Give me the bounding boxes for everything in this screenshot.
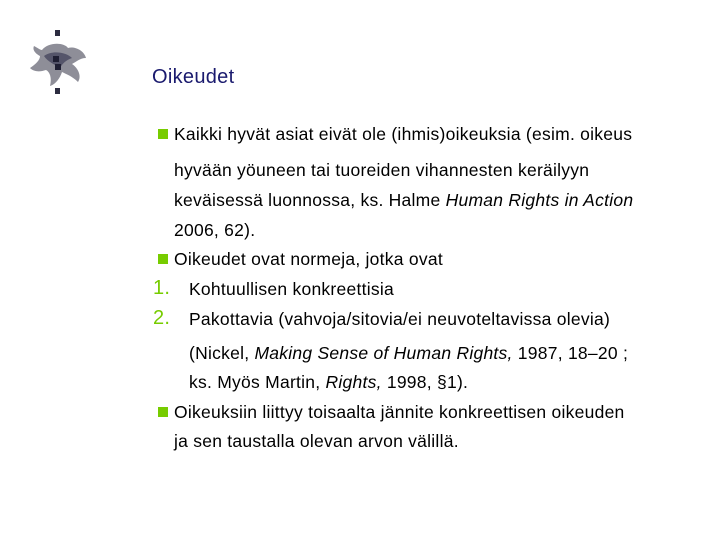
list-number-2: 2. [153,307,171,329]
university-emblem-icon [22,28,92,98]
list-number-1: 1. [153,277,171,299]
list-item-2-line-1: Pakottavia (vahvoja/sitovia/ei neuvoteltavissa olevia) [189,309,611,329]
book-title-rights: Rights, [325,372,382,392]
list-item-2-line-3-post: 1998, §1). [381,372,469,392]
para1-line-1: Kaikki hyvät asiat eivät ole (ihmis)oikeuksia (esim. oikeus [174,124,633,144]
para1-line-2: hyvään yöuneen tai tuoreiden vihannesten keräilyyn [174,160,590,180]
list-item-2-line-3 [189,372,468,392]
bullet-marker [158,254,168,264]
book-title-making-sense: Making Sense of Human Rights, [254,343,513,363]
para2-line-1: Oikeudet ovat normeja, jotka ovat [174,249,443,269]
para1-line-4: 2006, 62). [174,220,256,240]
list-item-2-line-2 [189,343,628,363]
list-item-1: Kohtuullisen konkreettisia [189,279,394,299]
para1-line-3-text: keväisessä luonnossa, ks. Halme [174,190,446,210]
para3-line-2: ja sen taustalla olevan arvon välillä. [174,431,459,451]
bullet-marker [158,129,168,139]
list-item-2-line-2-post: 1987, 18–20 ; [512,343,629,363]
para3-line-1: Oikeuksiin liittyy toisaalta jännite konkreettisen oikeuden [174,402,625,422]
slide-title: Oikeudet [152,66,235,88]
list-item-2-line-3-pre: ks. Myös Martin, [189,372,326,392]
para1-line-3 [174,190,633,210]
list-item-2-line-2-pre: (Nickel, [189,343,255,363]
bullet-marker [158,407,168,417]
book-title-human-rights-in-action: Human Rights in Action [445,190,634,210]
